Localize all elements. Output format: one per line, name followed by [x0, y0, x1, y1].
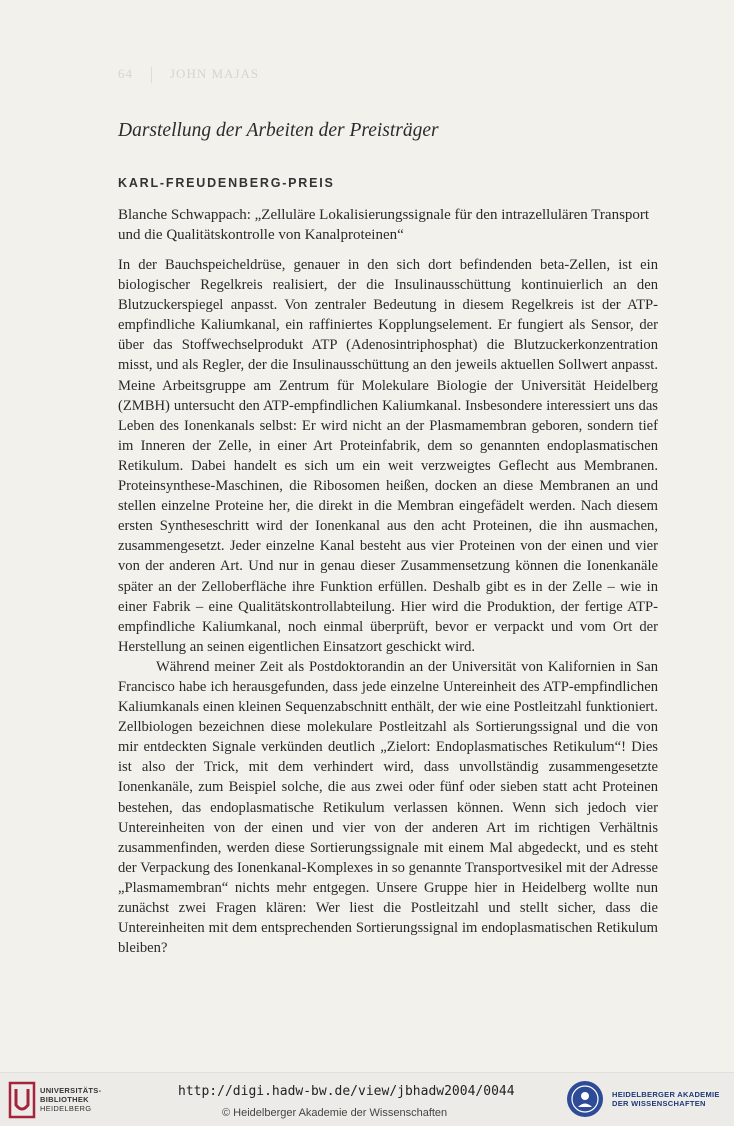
- library-name-line2: BIBLIOTHEK: [40, 1095, 89, 1104]
- academy-name-line2: DER WISSENSCHAFTEN: [612, 1099, 706, 1108]
- body-paragraph-1: In der Bauchspeicheldrüse, genauer in den sich dort befindenden beta-Zellen, ist ein biologischer Regelkreis realisiert, der die Insulinausschüttung kontinuierlich an den Blutzuckerspiegel anpasst. Von zentraler Bedeutung in diesem Regelkreis ist der ATP-empfindliche Kaliumkanal, ein raffiniertes Kopplungselement. Er fungiert als Sensor, der über das Stoffwechselprodukt ATP (Adenosintriphosphat) die Blutzuckerkonzentration misst, und als Regler, der die Insulinausschüttung an den jeweils aktuellen Sollwert anpasst. Meine Arbeitsgruppe am Zentrum für Molekulare Biologie der Universität Heidelberg (ZMBH) untersucht den ATP-empfindlichen Kaliumkanal. Insbesondere interessiert uns das Leben des Ionenkanals selbst: Er wird nicht an der Plasmamembran geboren, sondern tief im Inneren der Zelle, in einer Art Proteinfabrik, dem so genannten endoplasmatischen Retikulum. Dabei handelt es sich um ein weit verzweigtes Geflecht aus Membranen. Proteinsynthese-Maschinen, die Ribosomen heißen, docken an diese Membranen an und stellen einzelne Proteine her, die direkt in die Membran eingefädelt werden. Nach diesem ersten Syntheseschritt wird der Ionenkanal aus den acht Proteinen, die ihn ausmachen, zusammengesetzt. Jeder einzelne Kanal besteht aus vier Proteinen von der einen und vier von der anderen Art. Und nur in genau dieser Zusammensetzung können die Ionenkanäle später an der Zelloberfläche ihre Funktion erfüllen. Deshalb gibt es in der Zelle – wie in einer Fabrik – eine Qualitätskontrollabteilung. Hier wird die Produktion, der fertige ATP-empfindliche Kaliumkanal, noch einmal überprüft, bevor er verpackt und vom Ort der Herstellung an seinen eigentlichen Einsatzort geschickt wird.: [118, 257, 658, 655]
- academy-seal-icon: [565, 1079, 605, 1119]
- university-library-logo-icon: [8, 1081, 36, 1119]
- ghost-header-divider: [151, 67, 152, 83]
- section-title: Darstellung der Arbeiten der Preisträger: [118, 120, 439, 141]
- ghost-page-number: 64: [118, 66, 133, 81]
- ghost-running-header: [118, 66, 259, 83]
- copyright-notice: © Heidelberger Akademie der Wissenschaften: [222, 1107, 448, 1119]
- academy-name-line1: HEIDELBERGER AKADEMIE: [612, 1090, 720, 1099]
- permalink-url[interactable]: http://digi.hadw-bw.de/view/jbhadw2004/0044: [178, 1084, 515, 1099]
- body-paragraph-2: Während meiner Zeit als Postdoktorandin an der Universität von Kalifornien in San Francisco habe ich herausgefunden, dass jede einzelne Untereinheit des ATP-empfindlichen Kaliumkanals einen kleinen Sequenzabschnitt enthält, der wie eine Postleitzahl funktioniert. Zellbiologen bezeichnen diese molekulare Postleitzahl als Sortierungssignal und die von mir entdeckten Signale verkünden deutlich „Zielort: Endoplasmatisches Retikulum“! Dies ist also der Trick, mit dem verhindert wird, dass unvollständig zusammengesetzte Ionenkanäle, zum Beispiel solche, die aus zwei oder fünf oder sieben statt acht Proteinen bestehen, das endoplasmatische Retikulum verlassen können. Wenn sich jedoch vier Untereinheiten von der einen und vier von der anderen Art im richtigen Verhältnis zusammenfinden, werden diese Sortierungssignale mit einem Mal abgedeckt, und es steht der Verpackung des Ionenkanal-Komplexes in so genannte Transportvesikel mit der Adresse „Plasmamembran“ nichts mehr entgegen. Unsere Gruppe hier in Heidelberg wollte nun zunächst zwei Fragen klären: Wer liest die Postleitzahl und stellt sicher, dass die Untereinheiten mit dem entsprechenden Sortierungssignal im endoplasmatischen Retikulum bleiben?: [118, 658, 658, 957]
- article-subtitle: Blanche Schwappach: „Zelluläre Lokalisierungssignale für den intrazellulären Transport und die Qualitätskontrolle von Kanalproteinen“: [118, 207, 650, 243]
- library-name-line3: HEIDELBERG: [40, 1104, 92, 1113]
- viewer-footer: [0, 1072, 734, 1126]
- library-name: [40, 1086, 101, 1113]
- library-name-line1: UNIVERSITÄTS-: [40, 1086, 102, 1095]
- academy-name: [612, 1090, 720, 1108]
- article-body: [118, 255, 658, 958]
- ghost-header-text: JOHN MAJAS: [170, 66, 260, 81]
- prize-heading: KARL-FREUDENBERG-PREIS: [118, 176, 335, 190]
